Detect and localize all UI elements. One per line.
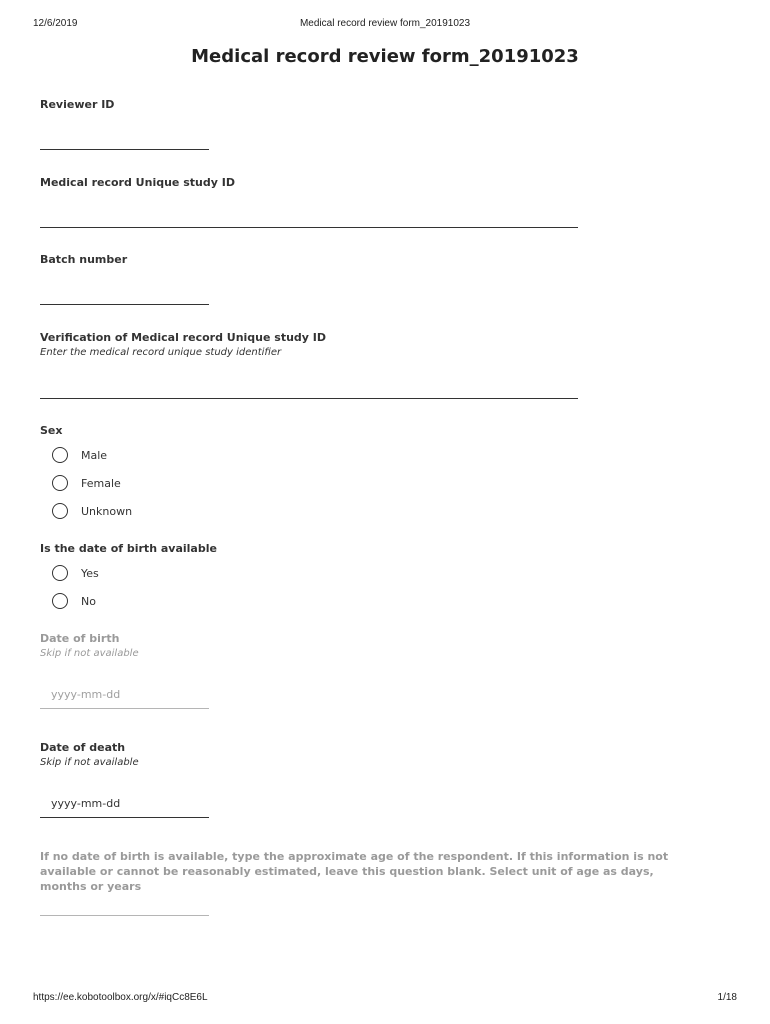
print-url: https://ee.kobotoolbox.org/x/#iqCc8E6L [33,992,208,1003]
verification-hint: Enter the medical record unique study identifier [40,347,282,358]
verification-question [40,331,326,358]
date-of-birth-hint: Skip if not available [40,648,139,659]
approx-age-label: If no date of birth is available, type the approximate age of the respondent. If this information is not available or cannot be reasonably estimated, leave this question blank. Select unit of age as days, months or years [40,850,669,893]
dob-option-label: Yes [81,567,99,580]
dob-option-label: No [81,595,96,608]
date-of-death-hint: Skip if not available [40,757,139,768]
sex-option-label: Unknown [81,505,133,518]
date-of-birth-label: Date of birth [40,632,120,645]
approx-age-input[interactable] [40,915,209,916]
print-date: 12/6/2019 [33,18,78,29]
unique-study-id-label: Medical record Unique study ID [40,176,235,189]
date-of-death-placeholder: yyyy-mm-dd [51,797,121,810]
radio-button[interactable] [52,593,68,609]
sex-label: Sex [40,424,63,437]
reviewer-id-label: Reviewer ID [40,98,115,111]
reviewer-id-question [40,98,114,111]
date-of-birth-input[interactable] [40,684,209,709]
unique-study-id-question [40,176,235,189]
date-of-death-question [40,741,139,768]
print-page-number: 1/18 [717,992,737,1003]
batch-number-label: Batch number [40,253,128,266]
date-of-birth-question [40,632,139,659]
verification-label: Verification of Medical record Unique study ID [40,331,327,344]
approx-age-question [40,849,700,894]
print-footer [0,992,770,1006]
sex-option-label: Female [81,477,121,490]
verification-input[interactable] [40,398,578,399]
date-of-death-label: Date of death [40,741,126,754]
radio-button[interactable] [52,475,68,491]
unique-study-id-input[interactable] [40,227,578,228]
print-doc-title: Medical record review form_20191023 [299,18,471,29]
print-header [0,18,770,32]
radio-button[interactable] [52,503,68,519]
sex-option-label: Male [81,449,108,462]
date-of-birth-placeholder: yyyy-mm-dd [51,688,121,701]
reviewer-id-input[interactable] [40,149,209,150]
radio-button[interactable] [52,565,68,581]
date-of-death-input[interactable] [40,793,209,818]
batch-number-input[interactable] [40,304,209,305]
batch-number-question [40,253,127,266]
radio-button[interactable] [52,447,68,463]
form-title: Medical record review form_20191023 [191,46,579,67]
dob-available-question [40,542,217,555]
sex-question [40,424,62,437]
dob-available-label: Is the date of birth available [40,542,217,555]
